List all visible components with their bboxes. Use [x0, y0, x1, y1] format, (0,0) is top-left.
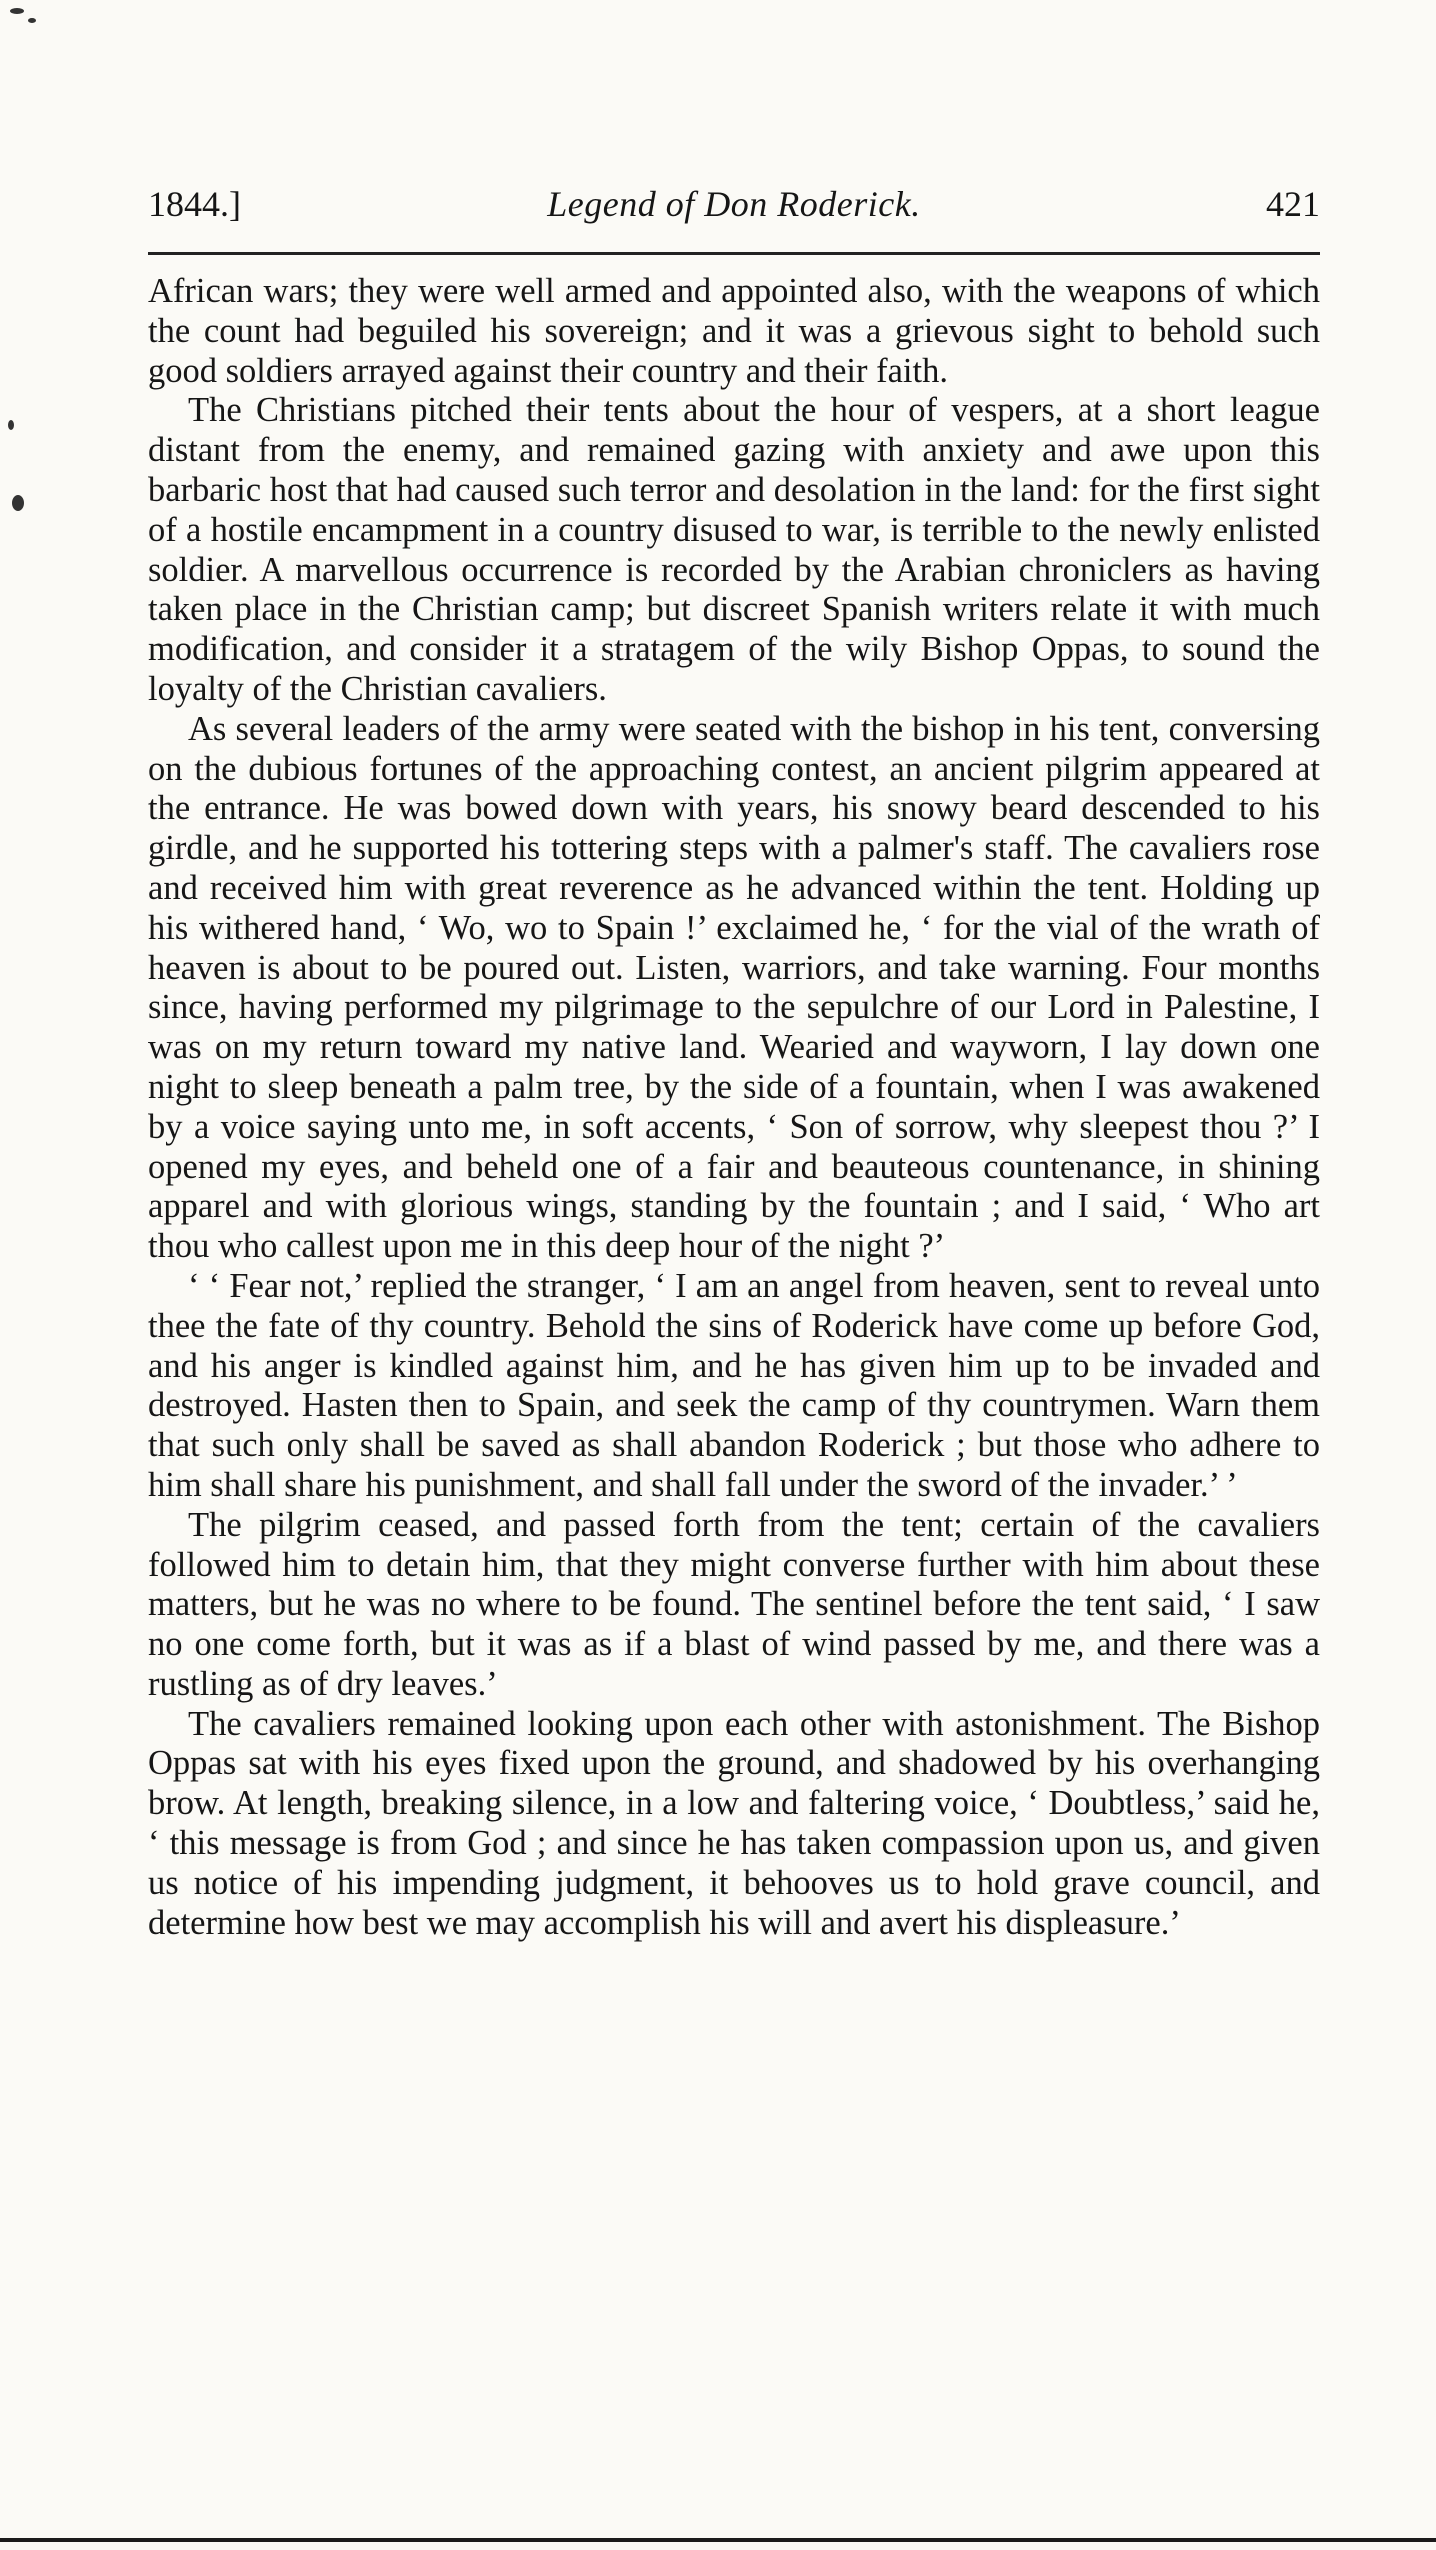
header-year: 1844.]: [148, 184, 241, 224]
paragraph: The cavaliers remained looking upon each other with astonishment. The Bishop Oppas sat with his eyes fixed upon the ground, and shadowed by his overhanging brow. At length, breaking silence, in a low and faltering voice, ‘ Doubtless,’ said he, ‘ this message is from God ; and since he has taken compassion upon us, and given us notice of his impending judgment, it behooves us to hold grave council, and determine how best we may accomplish his will and avert his displeasure.’: [148, 1704, 1320, 1942]
bottom-edge: [0, 2538, 1436, 2542]
paragraph: The pilgrim ceased, and passed forth from the tent; certain of the cavaliers followed him to detain him, that they might converse further with him about these matters, but he was no where to be found. The sentinel before the tent said, ‘ I saw no one come forth, but it was as if a blast of wind passed by me, and there was a rustling as of dry leaves.’: [148, 1505, 1320, 1703]
page-number: 421: [1266, 184, 1320, 224]
paragraph: ‘ ‘ Fear not,’ replied the stranger, ‘ I am an angel from heaven, sent to reveal unto thee the fate of thy country. Behold the sins of Roderick have come up before God, and his anger is kindled against him, and he has given him up to be invaded and destroyed. Hasten then to Spain, and seek the camp of thy countrymen. Warn them that such only shall be saved as shall abandon Roderick ; but those who adhere to him shall share his punishment, and shall fall under the sword of the invader.’ ’: [148, 1266, 1320, 1504]
running-title: Legend of Don Roderick.: [547, 184, 921, 224]
paragraph: The Christians pitched their tents about the hour of vespers, at a short league distant from the enemy, and remained gazing with anxiety and awe upon this barbaric host that had caused such terror and desolation in the land: for the first sight of a hostile encampment in a country disused to war, is terrible to the newly enlisted soldier. A marvellous occurrence is recorded by the Arabian chroniclers as having taken place in the Christian camp; but discreet Spanish writers relate it with much modification, and consider it a stratagem of the wily Bishop Oppas, to sound the loyalty of the Christian cavaliers.: [148, 391, 1320, 708]
page-header: [148, 183, 1320, 235]
margin-speck: [8, 420, 14, 430]
body-text: [148, 272, 1320, 1943]
margin-speck: [10, 8, 24, 14]
margin-speck: [28, 18, 36, 23]
paragraph: As several leaders of the army were seated with the bishop in his tent, conversing on the dubious fortunes of the approaching contest, an ancient pilgrim appeared at the entrance. He was bowed down with years, his snowy beard descended to his girdle, and he supported his tottering steps with a palmer's staff. The cavaliers rose and received him with great reverence as he advanced within the tent. Holding up his withered hand, ‘ Wo, wo to Spain !’ exclaimed he, ‘ for the vial of the wrath of heaven is about to be poured out. Listen, warriors, and take warning. Four months since, having performed my pilgrimage to the sepulchre of our Lord in Palestine, I was on my return toward my native land. Wearied and wayworn, I lay down one night to sleep beneath a palm tree, by the side of a fountain, when I was awakened by a voice saying unto me, in soft accents, ‘ Son of sorrow, why sleepest thou ?’ I opened my eyes, and beheld one of a fair and beauteous countenance, in shining apparel and with glorious wings, standing by the fountain ; and I said, ‘ Who art thou who callest upon me in this deep hour of the night ?’: [148, 709, 1320, 1266]
margin-speck: [12, 495, 24, 511]
paragraph: African wars; they were well armed and appointed also, with the weapons of which the count had beguiled his sovereign; and it was a grievous sight to behold such good soldiers arrayed against their country and their faith.: [148, 272, 1320, 390]
header-rule: [148, 252, 1320, 255]
